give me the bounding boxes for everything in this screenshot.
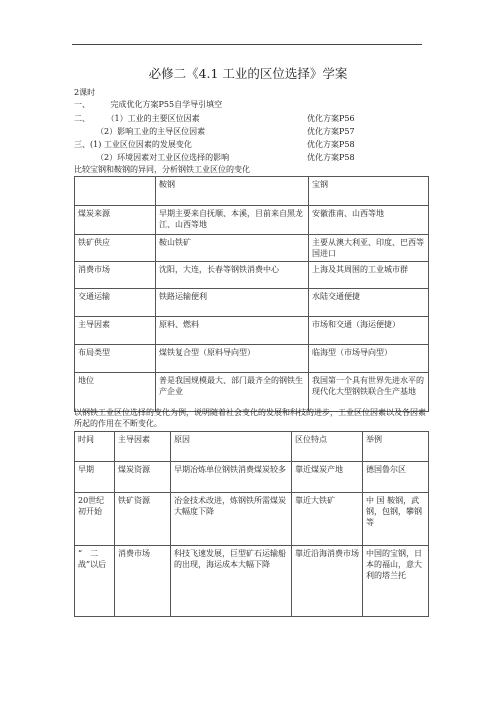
outline-num: 二、: [74, 114, 90, 123]
table-cell: 靠近沿海消费市场: [292, 546, 363, 617]
outline-text: 完成优化方案P55自学导引填空: [110, 100, 223, 109]
table-cell: 我国第一个具有世界先进水平的现代化大型钢铁联合生产基地: [309, 373, 429, 412]
table-cell: 早期冶炼单位钢铁消费煤炭较多: [171, 462, 292, 493]
outline-item: [74, 100, 222, 110]
table-cell: 铁矿供应: [75, 235, 156, 262]
table-row: [75, 345, 429, 373]
table-cell: 早期: [75, 462, 115, 493]
table-row: [75, 317, 429, 345]
table-cell: 布局类型: [75, 345, 156, 373]
table-cell: 沈阳，大连，长春等钢铁消费中心: [156, 262, 309, 289]
table-cell: 铁矿资源: [115, 493, 171, 546]
outline-item: [74, 140, 192, 150]
table-row: [75, 462, 429, 493]
outline-ref: 优化方案P58: [307, 140, 355, 149]
table-cell: 科技飞速发展，巨型矿石运输船的出现，海运成本大幅下降: [171, 546, 292, 617]
table-cell: 煤炭来源: [75, 206, 156, 235]
class-hours: 2课时: [74, 88, 96, 97]
table-row: [75, 235, 429, 262]
table-cell: 消费市场: [115, 546, 171, 617]
table-cell: “ 二战”以后: [75, 546, 115, 617]
steel-comparison-table: [74, 176, 429, 412]
outline-text: （2）环境因素对工业区位选择的影响: [96, 153, 230, 162]
table-row: [75, 546, 429, 617]
table-cell: 安徽淮南、山西等地: [309, 206, 429, 235]
table-cell: 地位: [75, 373, 156, 412]
page-title: 必修二《4.1 工业的区位选择》学案: [148, 66, 348, 81]
table-cell: 靠近大铁矿: [292, 493, 363, 546]
table-cell: 冶金技术改进，炼钢铁所需煤炭大幅度下降: [171, 493, 292, 546]
table-cell: 鞍钢: [156, 177, 309, 206]
outline-text: (1) 工业区位因素的发展变化: [90, 140, 192, 149]
table-cell: 举例: [363, 432, 429, 462]
outline-num: 三、: [74, 140, 90, 149]
table-cell: 消费市场: [75, 262, 156, 289]
table-cell: 普是我国规模最大、部门最齐全的钢铁生产企业: [156, 373, 309, 412]
table-row: [75, 373, 429, 412]
table-cell: 20世纪初开始: [75, 493, 115, 546]
table-row: [75, 262, 429, 289]
table-header-row: [75, 177, 429, 206]
table-cell: 时间: [75, 432, 115, 462]
table-cell: 德国鲁尔区: [363, 462, 429, 493]
table-cell: 交通运输: [75, 289, 156, 317]
table-cell: 主要从澳大利亚、印度、巴西等国进口: [309, 235, 429, 262]
table-cell: 原料、燃料: [156, 317, 309, 345]
outline-text: （2）影响工业的主导区位因素: [96, 127, 206, 136]
steel-location-evolution-table: [74, 431, 429, 617]
table-cell: 中 国 鞍钢，武钢，包钢，攀钢等: [363, 493, 429, 546]
table-cell: 煤铁复合型（原料导向型）: [156, 345, 309, 373]
table-cell: 靠近煤炭产地: [292, 462, 363, 493]
table-cell: 水陆交通便捷: [309, 289, 429, 317]
table-cell: 早期主要来自抚顺、本溪，目前来自黑龙江、山西等地: [156, 206, 309, 235]
outline-item: [74, 114, 200, 124]
table-cell: 主导因素: [115, 432, 171, 462]
header-rule: [72, 44, 422, 45]
outline-text: （1）工业的主要区位因素: [106, 114, 200, 123]
outline-ref: 优化方案P56: [307, 114, 355, 123]
table-cell: 上海及其周围的工业城市群: [309, 262, 429, 289]
outline-ref: 优化方案P58: [307, 153, 355, 162]
table-row: [75, 206, 429, 235]
compare-intro: 比较宝钢和鞍钢的异同，分析钢铁工业区位的变化: [74, 165, 250, 174]
outline-num: 一、: [74, 100, 90, 109]
table-cell: 鞍山铁矿: [156, 235, 309, 262]
table-cell: 临海型（市场导向型）: [309, 345, 429, 373]
table-cell: 原因: [171, 432, 292, 462]
table-row: [75, 493, 429, 546]
table-row: [75, 289, 429, 317]
table-cell: [75, 177, 156, 206]
table-cell: 中国的宝钢，日本的福山，意大利的塔兰托: [363, 546, 429, 617]
table-cell: 区位特点: [292, 432, 363, 462]
table-cell: 煤炭资源: [115, 462, 171, 493]
table-cell: 主导因素: [75, 317, 156, 345]
table-cell: 宝钢: [309, 177, 429, 206]
table-header-row: [75, 432, 429, 462]
paragraph-steel-location-change: 以钢铁工业区位选择的变化为例，说明随着社会变化的发展和科技的进步，工业区位因素以及各因素所起的作用在不断变化。: [74, 408, 426, 428]
outline-ref: 优化方案P57: [307, 127, 355, 136]
table-cell: 铁路运输便利: [156, 289, 309, 317]
table-cell: 市场和交通（海运便捷）: [309, 317, 429, 345]
